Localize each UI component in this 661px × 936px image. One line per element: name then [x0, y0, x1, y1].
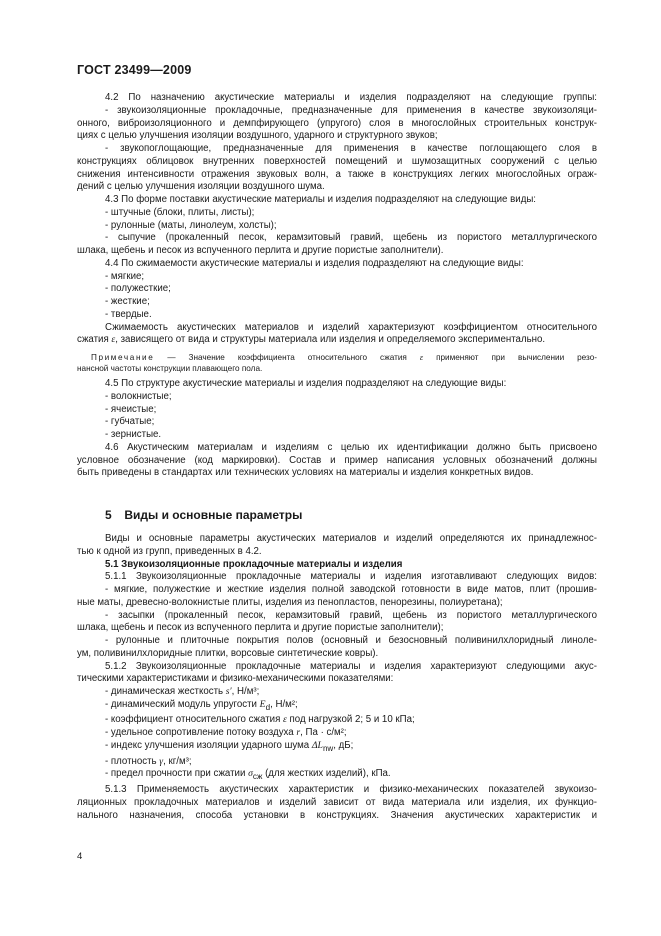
- list-item: - ячеистые;: [105, 403, 157, 415]
- text-line: Сжимаемость акустических материалов и изделий характеризуют коэффициентом относительного: [105, 321, 597, 333]
- list-item: - волокнистые;: [105, 390, 172, 402]
- clause-4-3: [77, 194, 597, 258]
- param-item: - индекс улучшения изоляции ударного шума $\Delta L_{nw}$, дБ;: [105, 739, 354, 753]
- note-label: Примечание: [91, 353, 155, 362]
- list-item: - мягкие;: [105, 270, 145, 282]
- note-line: Примечание — Значение коэффициента относительного сжатия ε применяют при вычислении резо-: [91, 353, 597, 362]
- standard-header: ГОСТ 23499—2009: [77, 63, 192, 77]
- text-line: 5.1.1 Звукоизоляционные прокладочные материалы и изделия изготавливают следующих видов:: [105, 571, 597, 583]
- text-line: 4.2 По назначению акустические материалы и изделия подразделяют на следующие группы:: [105, 92, 597, 103]
- text-line: 4.6 Акустическим материалам и изделиям с целью их идентификации должно быть присвоено: [105, 441, 597, 453]
- text-line: 4.5 По структуре акустические материалы и изделия подразделяют на следующие виды:: [105, 378, 507, 389]
- text-line: дений с целью улучшения изоляции воздушного шума.: [77, 181, 325, 193]
- text-line: снижения интенсивности отражения звуковых волн, а также в конструкциях легких многослойных ограж-: [77, 168, 597, 180]
- text-line: - звукоизоляционные прокладочные, предназначенные для применения в качестве звукоизоляци-: [105, 104, 597, 116]
- text-line: ляционных прокладочных материалов и изделий зависит от вида материала или изделия, их функцио-: [77, 796, 597, 808]
- param-item: - удельное сопротивление потоку воздуха r, Па · с/м²;: [105, 727, 347, 739]
- clause-4-6: [77, 442, 597, 480]
- note: [77, 352, 597, 374]
- list-item: - губчатые;: [105, 416, 155, 428]
- subsection-heading: 5.1 Звукоизоляционные прокладочные материалы и изделия: [105, 558, 403, 570]
- text-line: Виды и основные параметры акустических материалов и изделий определяются их принадлежнос-: [105, 533, 597, 544]
- text-line: быть приведены в стандартах или технических условиях на материалы и изделия конкретных видов.: [77, 467, 534, 479]
- page-number: 4: [77, 851, 83, 862]
- list-item: шлака, щебень и песок из вспученного перлита и другие пористые заполнители).: [77, 245, 444, 256]
- section-5-intro: [77, 533, 597, 559]
- text-line: тическими характеристиками и физико-механическими показателями:: [77, 673, 394, 685]
- text-line: условное обозначение (код маркировки). Состав и пример написания условных обозначений должны: [77, 454, 597, 466]
- text-line: ум, поливинилхлоридные плитки, ворсовые синтетические ковры).: [77, 647, 379, 659]
- section-number: 5: [105, 508, 112, 522]
- text-line: тью к одной из групп, приведенных в 4.2.: [77, 545, 262, 557]
- list-item: - полужесткие;: [105, 283, 171, 295]
- clause-4-4: [77, 258, 597, 347]
- clause-5-1-1: [77, 571, 597, 660]
- text-line: 5.1.3 Применяемость акустических характеристик и физико-механических показателей звукоизо-: [105, 784, 597, 796]
- section-title-text: Виды и основные параметры: [124, 508, 303, 522]
- text-line: шлака, щебень и песок из вспученного перлита и другие пористые заполнители);: [77, 622, 444, 634]
- subsection-5-1-heading: [77, 559, 597, 572]
- text-line: онного, виброизоляционного и демпфирующего (упругого) слоя в многослойных строительных конструк-: [77, 117, 597, 129]
- epsilon-symbol: ε: [111, 334, 116, 346]
- text-line: сжатия ε, зависящего от вида и структуры материала или изделия и определяемого экспериментально.: [77, 334, 546, 346]
- clause-5-1-2: [77, 661, 597, 785]
- page-content: [77, 92, 597, 822]
- list-item: - жесткие;: [105, 296, 150, 307]
- text-line: ные маты, древесно-волокнистые плиты, изделия из пенопластов, пенорезины, полиуретана);: [77, 596, 503, 608]
- param-item: - плотность γ, кг/м³;: [105, 755, 192, 767]
- clause-4-5: [77, 378, 597, 442]
- text-line: нального назначения, способа установки в конструкциях. Значения акустических характеристик и: [77, 809, 597, 821]
- list-item: - твердые.: [105, 308, 152, 320]
- text-line: - рулонные и плиточные покрытия полов (основный и безосновный поливинилхлоридный линоле-: [105, 635, 597, 646]
- text-line: 4.3 По форме поставки акустические материалы и изделия подразделяют на следующие виды:: [105, 194, 536, 205]
- text-line: - звукопоглощающие, предназначенные для применения в качестве поглощающего слоя в: [105, 143, 597, 154]
- param-item: - предел прочности при сжатии $\sigma_{сж}$ (для жестких изделий), кПа.: [105, 768, 391, 782]
- param-item: - динамическая жесткость s′, Н/м³;: [105, 686, 260, 697]
- list-item: - зернистые.: [105, 429, 162, 440]
- section-5-title: [77, 507, 597, 523]
- text-line: конструкциях облицовок внутренних поверхностей помещений и шумозащитных сооружений с целью: [77, 155, 597, 167]
- text-line: 5.1.2 Звукоизоляционные прокладочные материалы и изделия характеризуют следующими акус-: [105, 660, 597, 672]
- text-line: - засыпки (прокаленный песок, керамзитовый гравий, щебень из пористого металлургического: [105, 609, 597, 621]
- param-item: - динамический модуль упругости $E_d$, Н/м²;: [105, 698, 298, 712]
- list-item: - рулонные (маты, линолеум, холсты);: [105, 219, 277, 231]
- clause-5-1-3: [77, 784, 597, 822]
- text-line: - мягкие, полужесткие и жесткие изделия полной заводской готовности в виде матов, плит (прошив-: [105, 584, 597, 595]
- note-line: нансной частоты конструкции плавающего пола.: [77, 364, 263, 373]
- text-line: 4.4 По сжимаемости акустические материалы и изделия подразделяют на следующие виды:: [105, 257, 524, 269]
- epsilon-symbol: ε: [419, 353, 424, 362]
- list-item: - штучные (блоки, плиты, листы);: [105, 206, 255, 218]
- text-line: циях с целью улучшения изоляции воздушного, ударного и структурного звуков;: [77, 130, 438, 142]
- param-item: - коэффициент относительного сжатия ε под нагрузкой 2; 5 и 10 кПа;: [105, 714, 415, 726]
- list-item: - сыпучие (прокаленный песок, керамзитовый гравий, щебень из пористого металлургического: [105, 232, 597, 244]
- clause-4-2: [77, 92, 597, 194]
